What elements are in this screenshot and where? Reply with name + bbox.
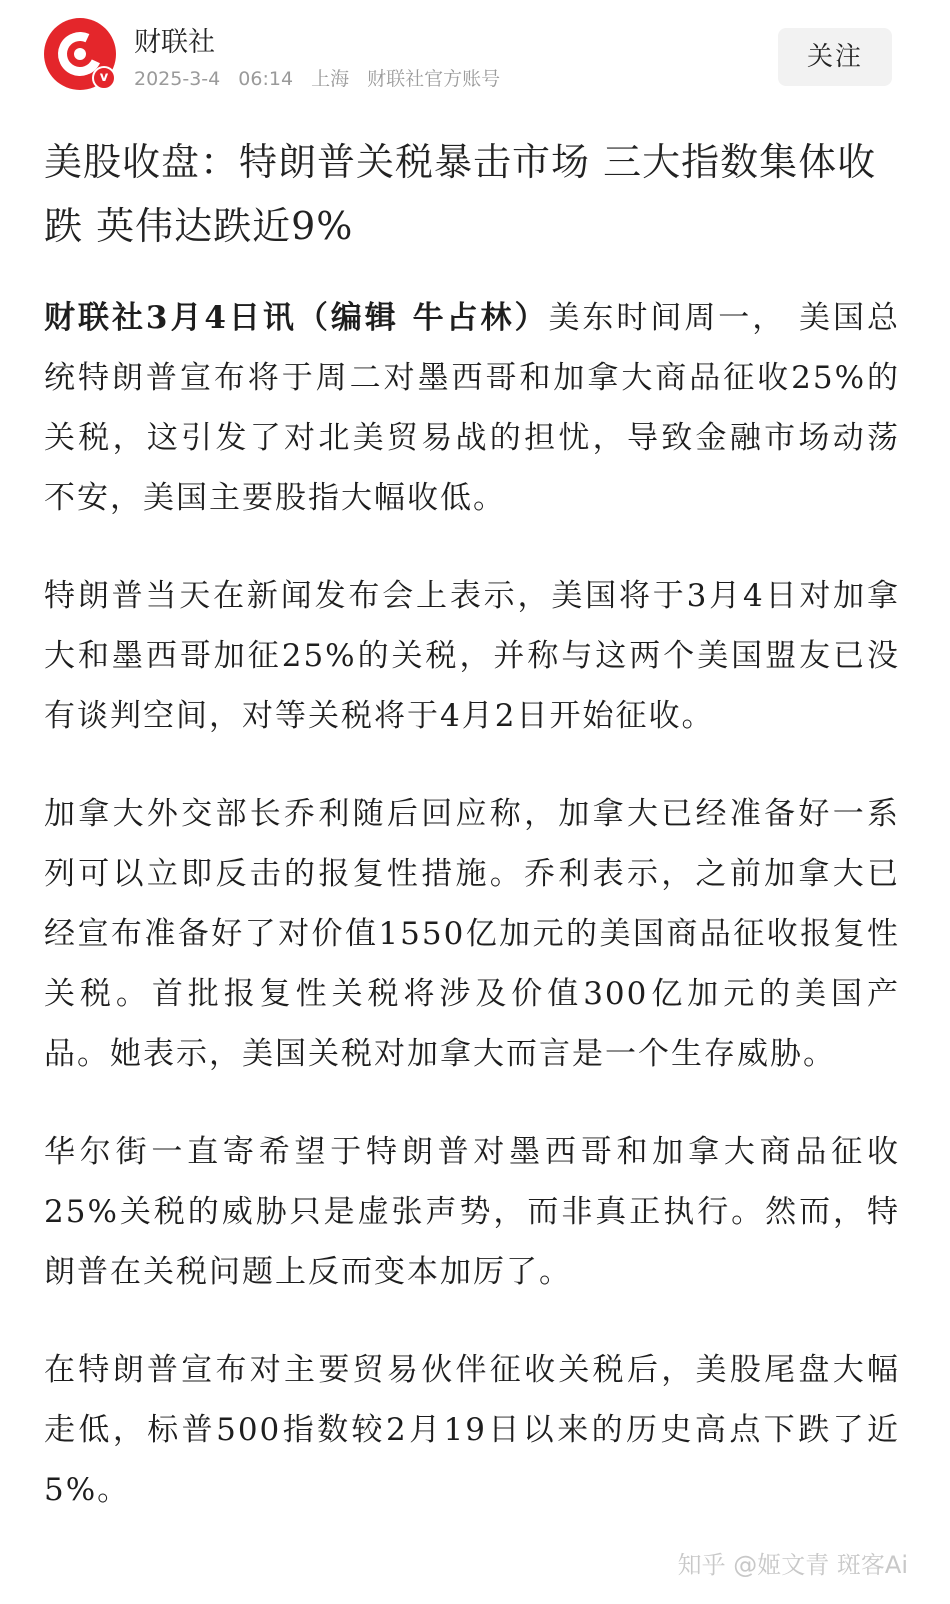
article-body [44, 288, 900, 1558]
article-paragraph-text: 美东时间周一， 美国总统特朗普宣布将于周二对墨西哥和加拿大商品征收25%的关税，这引发了对北美贸易战的担忧，导致金融市场动荡不安，美国主要股指大幅收低。 [44, 300, 900, 516]
post-meta [134, 64, 512, 91]
follow-button[interactable]: 关注 [778, 28, 892, 86]
post-date: 2025-3-4 [134, 68, 221, 90]
article-paragraph: 特朗普当天在新闻发布会上表示，美国将于3月4日对加拿大和墨西哥加征25%的关税，并称与这两个美国盟友已没有谈判空间，对等关税将于4月2日开始征收。 [44, 578, 900, 734]
article-paragraph: 华尔街一直寄希望于特朗普对墨西哥和加拿大商品征收25%关税的威胁只是虚张声势，而非真正执行。然而，特朗普在关税问题上反而变本加厉了。 [44, 1134, 900, 1290]
verified-icon: v [92, 66, 116, 90]
article-lead: 财联社3月4日讯（编辑 牛占林） [44, 300, 549, 336]
article-title: 美股收盘：特朗普关税暴击市场 三大指数集体收跌 英伟达跌近9% [44, 140, 877, 248]
account-type: 财联社官方账号 [367, 68, 501, 90]
post-time: 06:14 [238, 68, 294, 90]
article-paragraph: 加拿大外交部长乔利随后回应称，加拿大已经准备好一系列可以立即反击的报复性措施。乔利表示，之前加拿大已经宣布准备好了对价值1550亿加元的美国商品征收报复性关税。首批报复性关税将涉及价值300亿加元的美国产品。她表示，美国关税对加拿大而言是一个生存威胁。 [44, 796, 900, 1072]
article-paragraph [44, 288, 900, 528]
author-name[interactable]: 财联社 [134, 27, 215, 58]
watermark: 知乎 @姬文青 斑客Ai [677, 1551, 908, 1579]
article-header [0, 0, 950, 110]
article-paragraph: 在特朗普宣布对主要贸易伙伴征收关税后，美股尾盘大幅走低，标普500指数较2月19日以来的历史高点下跌了近5%。 [44, 1352, 900, 1508]
post-location: 上海 [311, 68, 350, 90]
